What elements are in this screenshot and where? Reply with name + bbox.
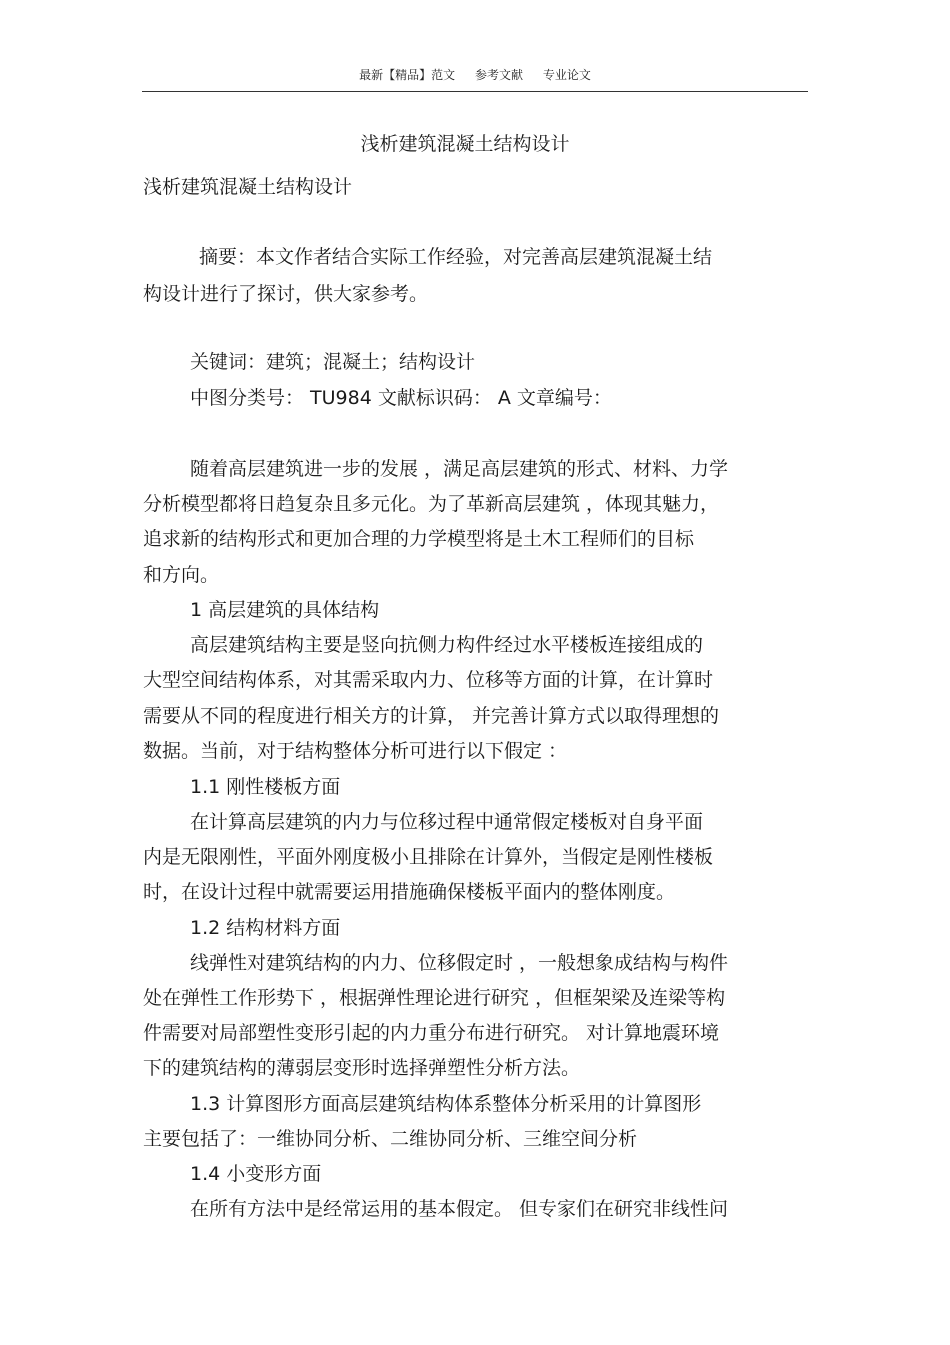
- intro-line-2: 分析模型都将日趋复杂且多元化。为了革新高层建筑 ，体现其魅力，: [143, 493, 720, 515]
- section-1-line-1: 高层建筑结构主要是竖向抗侧力构件经过水平楼板连接组成的: [190, 634, 704, 656]
- section-1-line-3: 需要从不同的程度进行相关方的计算， 并完善计算方式以取得理想的: [143, 705, 720, 727]
- document-subtitle: 浅析建筑混凝土结构设计: [143, 176, 353, 198]
- section-1-4-heading: 1.4 小变形方面: [190, 1163, 322, 1185]
- header-item-2: 参考文献: [474, 68, 523, 82]
- section-1-1-heading: 1.1 刚性楼板方面: [190, 776, 341, 798]
- section-1-1-line-2: 内是无限刚性，平面外刚度极小且排除在计算外，当假定是刚性楼板: [143, 846, 714, 868]
- header-item-1: 最新【精品】范文: [359, 68, 456, 82]
- section-1-4-line-1: 在所有方法中是经常运用的基本假定。 但专家们在研究非线性问: [190, 1198, 729, 1220]
- intro-line-3: 追求新的结构形式和更加合理的力学模型将是土木工程师们的目标: [143, 528, 695, 550]
- intro-line-4: 和方向。: [143, 564, 220, 586]
- keywords-line: 关键词：建筑；混凝土；结构设计: [190, 351, 476, 373]
- section-1-3-line-2: 主要包括了：一维协同分析、二维协同分析、三维空间分析: [143, 1128, 638, 1150]
- section-1-2-line-2: 处在弹性工作形势下 ，根据弹性理论进行研究 ，但框架梁及连梁等构: [143, 987, 726, 1009]
- section-1-3-line-1: 1.3 计算图形方面高层建筑结构体系整体分析采用的计算图形: [190, 1093, 702, 1115]
- section-1-2-line-1: 线弹性对建筑结构的内力、位移假定时 ，一般想象成结构与构件: [190, 952, 729, 974]
- classification-line: 中图分类号： TU984 文献标识码： A 文章编号：: [190, 387, 612, 409]
- intro-line-1: 随着高层建筑进一步的发展 ，满足高层建筑的形式、材料、力学: [190, 458, 729, 480]
- header-item-3: 专业论文: [542, 68, 591, 82]
- abstract-line-2: 构设计进行了探讨，供大家参考。: [143, 283, 429, 305]
- abstract-line-1: 摘要：本文作者结合实际工作经验，对完善高层建筑混凝土结: [199, 246, 713, 268]
- section-1-line-4: 数据。当前，对于结构整体分析可进行以下假定 ：: [143, 740, 568, 762]
- header-divider: [142, 91, 808, 92]
- section-1-1-line-1: 在计算高层建筑的内力与位移过程中通常假定楼板对自身平面: [190, 811, 704, 833]
- section-1-2-line-4: 下的建筑结构的薄弱层变形时选择弹塑性分析方法。: [143, 1057, 581, 1079]
- section-1-2-line-3: 件需要对局部塑性变形引起的内力重分布进行研究。 对计算地震环境: [143, 1022, 720, 1044]
- document-title: 浅析建筑混凝土结构设计: [360, 133, 570, 155]
- section-1-1-line-3: 时，在设计过程中就需要运用措施确保楼板平面内的整体刚度。: [143, 881, 676, 903]
- page-header: [0, 66, 950, 83]
- section-1-line-2: 大型空间结构体系，对其需采取内力、位移等方面的计算，在计算时: [143, 669, 714, 691]
- section-1-2-heading: 1.2 结构材料方面: [190, 917, 341, 939]
- section-1-heading: 1 高层建筑的具体结构: [190, 599, 380, 621]
